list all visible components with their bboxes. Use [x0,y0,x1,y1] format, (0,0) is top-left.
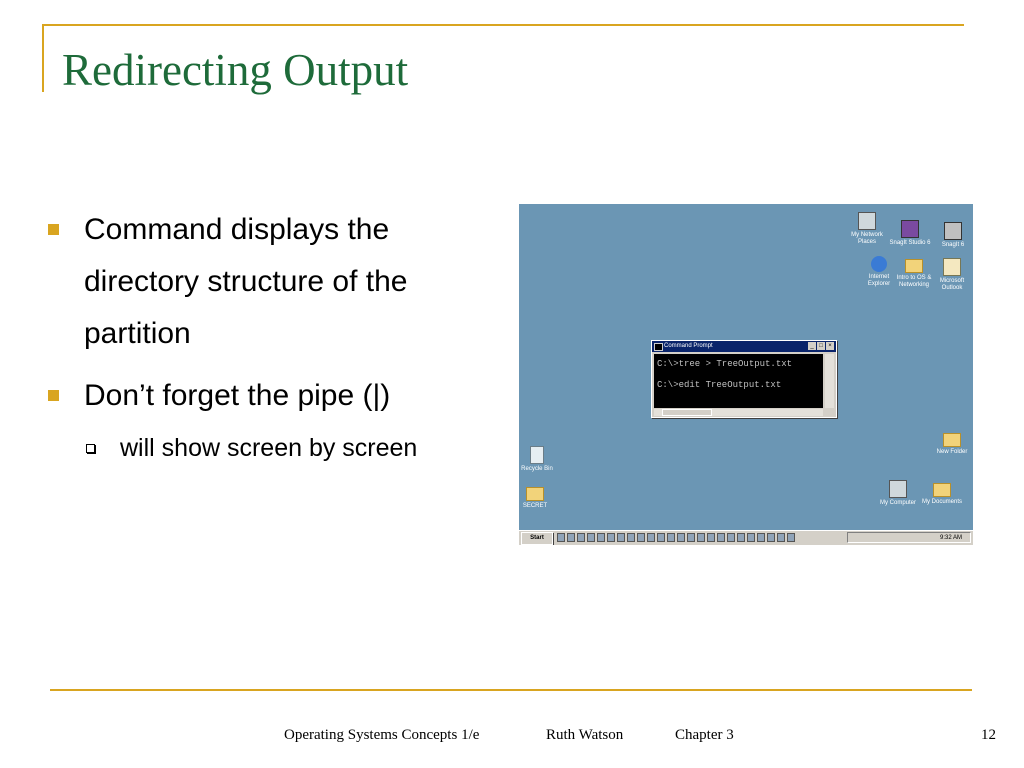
snagit-studio-icon [888,220,932,247]
app-icon [717,533,725,542]
console-icon [654,343,663,351]
outlook-glyph-icon [943,258,961,276]
square-bullet-icon [48,224,59,235]
slide-title: Redirecting Output [62,45,409,95]
my-documents-label: My Documents [921,499,962,505]
app-icon [627,533,635,542]
app-icon [577,533,585,542]
bullet-list [44,204,504,470]
app-icon [697,533,705,542]
snagit-icon [931,222,973,249]
app-icon [657,533,665,542]
snagit-studio-glyph-icon [901,220,919,238]
app-icon [767,533,775,542]
folder-icon [943,433,961,447]
title-frame-top [42,24,964,26]
documents-folder-icon [933,483,951,497]
snagit-studio-label: SnagIt Studio 6 [889,240,931,246]
my-computer-icon [876,480,920,507]
hollow-square-bullet-icon [86,444,95,453]
network-computer-icon [858,212,876,230]
title-frame-left [42,24,44,92]
snagit-glyph-icon [944,222,962,240]
recycle-bin-label: Recycle Bin [521,466,553,472]
square-bullet-icon [48,390,59,401]
footer-chapter: Chapter 3 [675,727,734,743]
sub-bullet-item [44,426,460,470]
command-prompt-title: Command Prompt [664,343,713,349]
outlook-label: Microsoft Outlook [939,278,965,291]
app-icon [777,533,785,542]
app-icon [557,533,565,542]
desktop-screenshot [519,204,973,545]
taskbar [519,530,973,545]
command-prompt-output [654,354,823,408]
app-icon [757,533,765,542]
footer-course: Operating Systems Concepts 1/e [284,727,480,743]
app-icon [667,533,675,542]
sub-bullet-text: will show screen by screen [120,434,418,462]
new-folder-label: New Folder [936,449,968,455]
my-documents-icon [920,480,964,506]
footer-author: Ruth Watson [546,727,624,743]
app-icon [747,533,755,542]
app-icon [617,533,625,542]
folder-icon [526,487,544,501]
app-icon [727,533,735,542]
app-icon [677,533,685,542]
command-line-2: C:\>edit TreeOutput.txt [657,380,782,390]
new-folder-icon [930,430,973,456]
footer-divider [50,689,972,691]
command-prompt-window [651,340,837,418]
bullet-item-2 [44,370,504,422]
my-computer-label: My Computer [879,500,916,506]
start-button: Start [521,532,553,545]
computer-icon [889,480,907,498]
app-icon [647,533,655,542]
command-line-1: C:\>tree > TreeOutput.txt [657,359,793,369]
folder-icon [905,259,923,273]
recycle-bin-glyph-icon [530,446,544,464]
bullet-item-1 [44,204,504,360]
app-icon [607,533,615,542]
network-places-icon [845,212,889,246]
vertical-scrollbar [825,354,834,408]
app-icon [637,533,645,542]
quick-launch-icons [557,533,795,542]
window-controls [808,342,834,350]
app-icon [567,533,575,542]
clock: 9:32 AM [939,535,962,541]
minimize-icon: _ [808,342,816,350]
page-number: 12 [981,727,996,743]
outlook-icon [930,258,973,292]
app-icon [787,533,795,542]
snagit-label: SnagIt 6 [941,242,965,248]
network-places-label: My Network Places [851,232,883,245]
app-icon [707,533,715,542]
system-tray [847,532,971,543]
horizontal-scrollbar [654,409,823,416]
ie-globe-icon [871,256,887,272]
app-icon [597,533,605,542]
command-prompt-titlebar [652,341,836,352]
app-icon [587,533,595,542]
app-icon [687,533,695,542]
app-icon [737,533,745,542]
bullet-text-1: Command displays the directory structure of the partition [84,213,408,350]
secret-folder-icon [519,484,557,510]
intro-os-label: Intro to OS & Networking [896,275,932,288]
maximize-icon: □ [817,342,825,350]
bullet-text-2: Don’t forget the pipe (|) [84,379,391,412]
recycle-bin-icon [519,446,559,473]
close-icon: × [826,342,834,350]
secret-label: SECRET [522,503,548,509]
internet-explorer-label: Internet Explorer [867,274,891,287]
scroll-thumb [662,409,712,416]
